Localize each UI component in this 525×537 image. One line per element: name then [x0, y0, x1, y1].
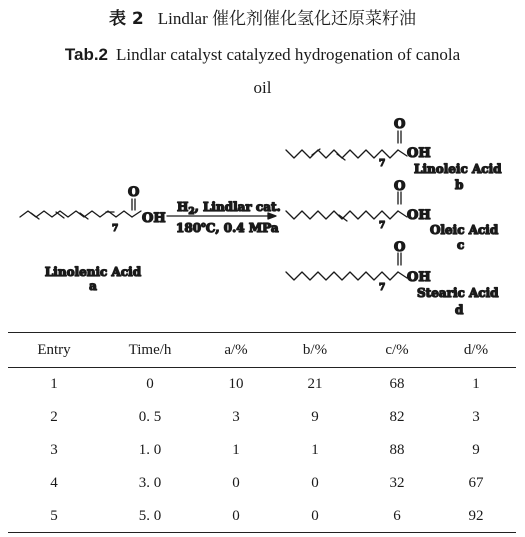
oleic-acid-structure: [286, 192, 407, 221]
table-row: [8, 500, 516, 533]
table-row: [8, 467, 516, 500]
reaction-conditions-temperature-pressure: 180℃, 0.4 MPa: [176, 221, 279, 235]
table-caption-chinese: [0, 8, 525, 30]
compound-b-oh: OH: [407, 146, 431, 161]
linoleic-acid-structure: [286, 131, 407, 160]
table-caption-english: [60, 38, 465, 104]
table-row: [8, 434, 516, 467]
cell-a: 10: [228, 376, 244, 392]
cell-entry: 3: [50, 442, 58, 458]
table-header-row: [8, 333, 516, 368]
table-row: [8, 368, 516, 401]
cell-b: 9: [311, 409, 319, 425]
compound-d-name: Stearic Acid: [417, 286, 499, 300]
compound-a-oh: OH: [142, 211, 166, 226]
compound-c-oh: OH: [407, 208, 431, 223]
compound-c-name: Oleic Acid: [430, 223, 499, 237]
compound-a-name: Linolenic Acid: [44, 265, 142, 279]
caption-en-number: Tab.2: [64, 45, 109, 64]
reaction-conditions-reagents: $H_2$, Lindlar cat.: [177, 200, 281, 217]
stearic-acid-structure: [286, 253, 407, 280]
compound-c-carbonyl-o: O: [394, 179, 406, 194]
cell-a: 1: [232, 442, 240, 458]
cell-d: 92: [468, 508, 484, 524]
cell-a: 0: [232, 475, 240, 491]
caption-en-text: Lindlar catalyst catalyzed hydrogenation of canola oil: [116, 45, 461, 97]
cell-time: 0: [146, 376, 154, 392]
cell-c: 6: [393, 508, 401, 524]
cell-a: 0: [232, 508, 240, 524]
compound-a-repeat-subscript: 7: [112, 224, 119, 234]
compound-b-letter: b: [455, 178, 464, 192]
cell-c: 32: [389, 475, 405, 491]
header-c-percent: c/%: [385, 342, 409, 358]
compound-c-letter: c: [457, 238, 465, 252]
cell-time: 5. 0: [138, 508, 162, 524]
header-a-percent: a/%: [224, 342, 248, 358]
compound-d-letter: d: [455, 303, 464, 317]
compound-b-name: Linoleic Acid: [414, 162, 502, 176]
cell-d: 1: [472, 376, 480, 392]
cell-b: 21: [307, 376, 323, 392]
linolenic-acid-structure: [20, 199, 141, 219]
cell-d: 3: [472, 409, 480, 425]
cell-b: 1: [311, 442, 319, 458]
cell-c: 82: [389, 409, 405, 425]
compound-a-letter: a: [89, 279, 97, 293]
cell-entry: 1: [50, 376, 58, 392]
cell-entry: 4: [50, 475, 58, 491]
header-d-percent: d/%: [463, 342, 489, 358]
compound-c-repeat-subscript: 7: [379, 221, 386, 231]
cell-entry: 2: [50, 409, 58, 425]
header-entry: Entry: [37, 342, 71, 358]
cell-c: 68: [389, 376, 405, 392]
cell-c: 88: [389, 442, 405, 458]
table-row: [8, 401, 516, 434]
compound-b-carbonyl-o: O: [394, 117, 406, 132]
cell-a: 3: [232, 409, 240, 425]
header-b-percent: b/%: [302, 342, 328, 358]
cell-time: 3. 0: [138, 475, 162, 491]
reaction-scheme: [0, 106, 525, 331]
compound-a-carbonyl-o: O: [128, 185, 140, 200]
compound-d-oh: OH: [407, 270, 431, 285]
cell-b: 0: [311, 475, 319, 491]
compound-b-repeat-subscript: 7: [379, 159, 386, 169]
results-table: [8, 333, 516, 533]
header-time: Time/h: [128, 342, 172, 358]
cell-d: 67: [468, 475, 484, 491]
cell-b: 0: [311, 508, 319, 524]
cell-time: 0. 5: [138, 409, 162, 425]
cell-time: 1. 0: [138, 442, 162, 458]
compound-d-carbonyl-o: O: [394, 240, 406, 255]
caption-cn-number: 表 2: [108, 9, 144, 29]
cell-d: 9: [472, 442, 480, 458]
caption-cn-text: Lindlar 催化剂催化氢化还原菜籽油: [157, 9, 417, 28]
compound-d-repeat-subscript: 7: [379, 283, 386, 293]
cell-entry: 5: [50, 508, 58, 524]
